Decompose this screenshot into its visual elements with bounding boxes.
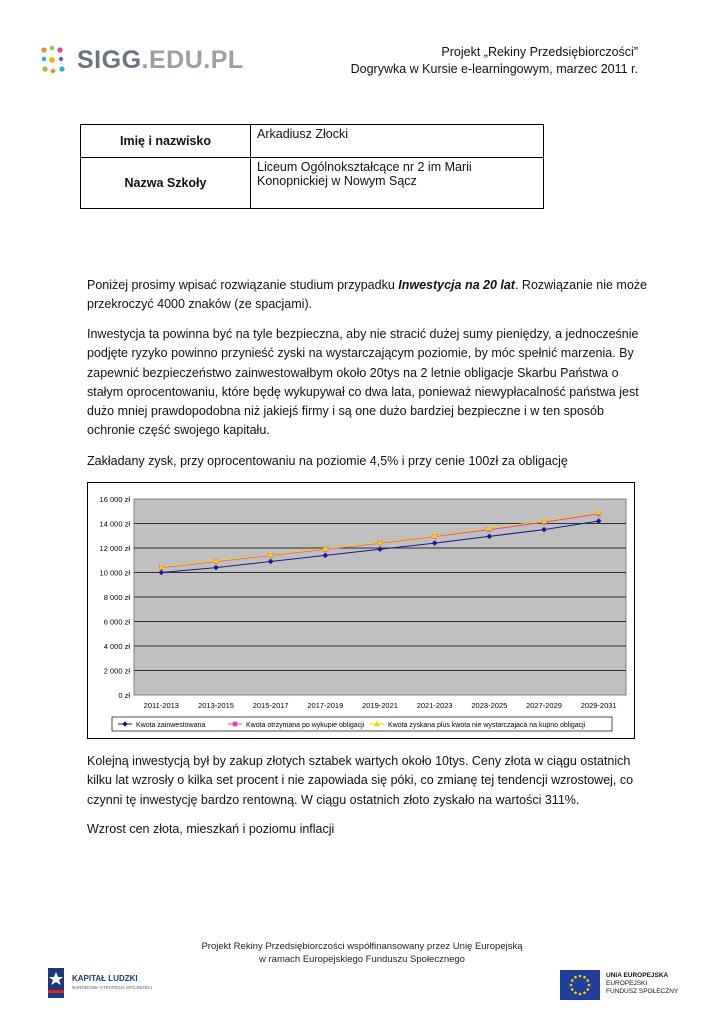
- logo-wordmark: SIGG.EDU.PL: [77, 46, 244, 74]
- legend-label: Kwota zainwestowana: [136, 722, 206, 729]
- investment-paragraph: Inwestycja ta powinna być na tyle bezpieczna, aby nie stracić dużej sumy pieniędzy, a jednocześnie podjęte ryzyko powinno przynieść zyski na wystarczającym poziomie, by móc spełnić marzenia. By zapewnić bezpieczeństwo zainwestowałbym około 20tys na 2 letnie obligacje Skarbu Państwa o stałym oprocentowaniu, które będę wykupywał co dwa lata, ponieważ niewypłacalność państwa jest dużo mniej prawdopodobna niż jakiejś firmy i są one dużo bardziej bezpieczne i w ten sposób ochronie część swojego kapitału.: [87, 327, 639, 438]
- x-tick-label: 2019-2021: [362, 701, 398, 710]
- y-tick-label: 10 000 zł: [99, 568, 130, 578]
- legend-label: Kwota zyskana plus kwota nie wystarczajaca na kupno obligacji: [388, 722, 586, 729]
- y-tick-label: 14 000 zł: [99, 519, 130, 529]
- school-label: Nazwa Szkoły: [81, 158, 251, 209]
- x-tick-label: 2015-2017: [252, 701, 289, 710]
- eu-logo: [560, 970, 690, 1000]
- gold-heading: Wzrost cen złota, mieszkań i poziomu inflacji: [87, 822, 335, 836]
- y-tick-label: 6 000 zł: [103, 617, 130, 627]
- legend-label: Kwota otrzymana po wykupie obligacji: [246, 722, 365, 729]
- subtitle-line: Dogrywka w Kursie e-learningowym, marzec 2011 r.: [350, 62, 638, 76]
- eu-flag-icon: [560, 970, 600, 1000]
- y-tick-label: 4 000 zł: [103, 642, 130, 651]
- chart-svg: [88, 483, 634, 738]
- y-tick-label: 12 000 zł: [99, 544, 130, 553]
- y-tick-label: 0 zł: [118, 691, 130, 700]
- y-tick-label: 2 000 zł: [103, 666, 130, 676]
- x-tick-label: 2023-2025: [471, 701, 508, 710]
- x-tick-label: 2021-2023: [416, 701, 453, 710]
- x-tick-label: 2027-2029: [526, 701, 562, 710]
- table-row: [81, 125, 544, 158]
- kapital-ludzki-logo: KAPITAŁ LUDZKI NARODOWA STRATEGIA SPÓJNOŚCI: [44, 966, 154, 1000]
- document-header: [351, 44, 638, 78]
- name-value: Arkadiusz Złocki: [251, 125, 544, 158]
- data-point: [233, 722, 238, 727]
- x-tick-label: 2017-2019: [307, 701, 344, 710]
- info-table: [80, 124, 544, 209]
- y-tick-label: 16 000 zł: [99, 495, 130, 504]
- intro-paragraph: Poniżej prosimy wpisać rozwiązanie studium przypadku Inwestycja na 20 lat. Rozwiązanie nie może przekroczyć 4000 znaków (ze spacjami).: [87, 278, 647, 312]
- kapital-ludzki-icon: [44, 966, 68, 1000]
- line-chart: [87, 482, 635, 739]
- name-label: Imię i nazwisko: [81, 125, 251, 158]
- chart-caption: Zakładany zysk, przy oprocentowaniu na poziomie 4,5% i przy cenie 100zł za obligację: [87, 454, 568, 468]
- footer-text: Projekt Rekiny Przedsiębiorczości współfinansowany przez Unię Europejską w ramach Europejskiego Funduszu Społecznego: [201, 941, 523, 965]
- logo-dots-icon: [40, 44, 72, 76]
- eu-text: UNIA EUROPEJSKA EUROPEJSKI FUNDUSZ SPOŁECZNY: [606, 972, 679, 995]
- table-row: [81, 158, 544, 209]
- x-tick-label: 2013-2015: [198, 701, 234, 710]
- gold-paragraph: Kolejną inwestycją był by zakup złotych sztabek wartych około 10tys. Ceny złota w ciągu ostatnich kilku lat wzrosły o kilka set procent i nie zapowiada się póki, co zmianę tej tendencji wzrostowej, co czynni tę inwestycję bardzo rentowną. W ciągu ostatnich złoto zyskało na wartości 311%.: [87, 754, 634, 807]
- project-line: Projekt „Rekiny Przedsiębiorczości”: [441, 45, 638, 59]
- y-tick-label: 8 000 zł: [103, 593, 130, 602]
- x-tick-label: 2029-2031: [580, 701, 617, 710]
- school-value: Liceum Ogólnokształcące nr 2 im Marii Konopnickiej w Nowym Sącz: [251, 158, 544, 209]
- x-tick-label: 2011-2013: [143, 701, 179, 710]
